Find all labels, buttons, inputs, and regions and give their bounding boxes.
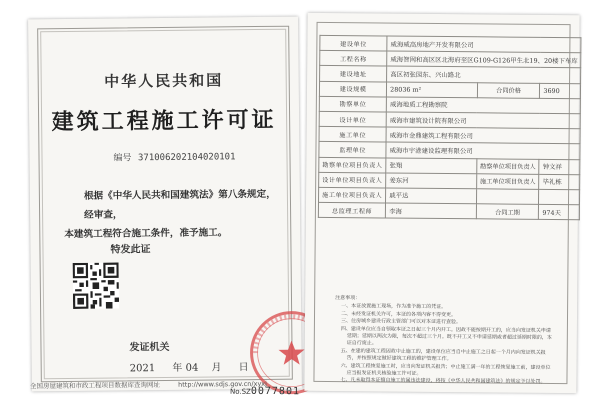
table-cell-label: 合同工期 bbox=[476, 204, 539, 220]
issued-statement: 特发此证 bbox=[110, 244, 151, 256]
serial-number-value: 0077801 bbox=[250, 385, 301, 398]
table-cell-value: 高区初张园东、兴山路北 bbox=[387, 66, 581, 83]
project-info-table bbox=[318, 35, 582, 221]
table-cell-value: 3690 bbox=[540, 83, 581, 99]
country-title: 中华人民共和国 bbox=[104, 71, 224, 91]
issue-date-day-suffix: 日 bbox=[238, 362, 249, 374]
table-cell-label: 勘察单位项目负责人 bbox=[476, 158, 539, 174]
issue-date-month-suffix: 月 bbox=[211, 362, 222, 374]
table-cell-label: 建设规模 bbox=[319, 81, 386, 97]
table-cell-label: 设计单位项目负责人 bbox=[319, 172, 386, 188]
table-cell-label: 勘察单位 bbox=[319, 96, 386, 112]
table-cell-label: 总监理工程师 bbox=[318, 202, 385, 218]
table-cell-value: 威海地质工程勘察院 bbox=[386, 97, 580, 114]
certificate-right-page bbox=[304, 13, 579, 393]
table-cell-value: 威海市宇港建设监理有限公司 bbox=[386, 142, 580, 159]
issue-date-year: 2021 bbox=[129, 363, 156, 375]
table-cell-value: 钟文祥 bbox=[539, 159, 580, 175]
permit-title: 建筑工程施工许可证 bbox=[51, 106, 277, 136]
table-cell-label: 工程名称 bbox=[320, 51, 387, 67]
table-cell-value: 28036 m² bbox=[387, 82, 478, 98]
note-item: 三、住房城乡建设行政主管部门可以对本证进行查验。 bbox=[340, 318, 462, 326]
issuing-authority-label: 发证机关 bbox=[129, 341, 170, 354]
table-cell-label: 设计单位 bbox=[319, 111, 386, 127]
certificate-left-page bbox=[28, 17, 302, 392]
table-cell-value bbox=[539, 189, 580, 205]
table-cell-value: 威海市金鼎建筑工程有限公司 bbox=[386, 127, 580, 144]
approval-notice-line: 根据《中华人民共和国建筑法》第八条规定，经审查， bbox=[83, 188, 276, 221]
table-row bbox=[318, 202, 580, 219]
certificate-number bbox=[113, 149, 235, 163]
table-cell-label: 施工单位 bbox=[319, 127, 386, 143]
certificate-number-label: 编号 bbox=[113, 153, 132, 164]
notes-title: 注意事项： bbox=[335, 295, 361, 302]
certificate-spread bbox=[30, 14, 578, 398]
table-cell-value: 毕礼栋 bbox=[539, 174, 580, 190]
table-cell-value: 戚平达 bbox=[386, 188, 477, 204]
table-cell-label bbox=[476, 189, 539, 205]
table-cell-value: 姜东河 bbox=[386, 173, 477, 189]
table-cell-label: 勘察单位项目负责人 bbox=[319, 157, 386, 173]
table-cell-value: 威海威高房地产开发有限公司 bbox=[387, 36, 581, 53]
database-footer-url: http://www.sdjs.gov.cn/xyxj bbox=[178, 379, 267, 389]
note-item: 五、在建的建筑工程因故中止施工的，建设单位应当自中止施工之日起一个月内向发证机关报告，并按照规定做好建筑工程的维护管理工作。 bbox=[340, 347, 546, 363]
table-cell-value: 威海智网和高区区北海府至区G109-G126甲生北19、20楼下车库 bbox=[387, 51, 581, 68]
table-cell-label: 建设单位 bbox=[320, 35, 387, 51]
notes-section bbox=[334, 295, 555, 387]
certificate-number-value: 371006202104020101 bbox=[137, 152, 236, 164]
table-cell-value: 张翔 bbox=[386, 158, 477, 174]
database-footer-note: 全国房屋建筑和市政工程项目数据库查询网址 bbox=[29, 380, 161, 391]
note-item: 七、凡未取得本证擅自施工的属违法建设，将按《中华人民共和国建筑法》的规定予以处罚。 bbox=[340, 377, 546, 386]
table-cell-label: 监理单位 bbox=[319, 142, 386, 158]
table-cell-label: 施工单位项目负责人 bbox=[318, 187, 385, 203]
note-item: 六、建筑工程恢复施工时，应当向发证机关报告；中止施工满一年的工程恢复施工前，建设单位应当报发证机关核验施工许可证。 bbox=[340, 362, 551, 377]
serial-number-prefix: No.SZ bbox=[229, 387, 251, 396]
table-cell-value: 威海市建筑设计院有限公司 bbox=[386, 112, 580, 129]
approval-notice bbox=[64, 185, 279, 244]
issue-date-month: 04 bbox=[185, 362, 199, 374]
issue-date-year-suffix: 年 bbox=[172, 362, 183, 374]
table-cell-value: 974天 bbox=[539, 204, 580, 220]
note-item: 一、本证放置施工现场，作为准予施工的凭证。 bbox=[341, 303, 447, 311]
qr-code-icon bbox=[73, 262, 119, 308]
table-cell-label: 施工单位项目负责人 bbox=[476, 173, 539, 189]
note-item: 二、未经发证机关许可，本证的各项内容不得变更。 bbox=[341, 310, 457, 318]
approval-notice-line: 本建筑工程符合施工条件，准予施工。 bbox=[64, 227, 228, 241]
table-cell-label: 建设地址 bbox=[320, 66, 387, 82]
note-item: 四、建设单位应当自领取本证之日起三个月内开工。因故不能按期开工的，应当向发证机关申请延期；延期以两次为限，每次不超过三个月。既不开工又不申请延期或者超过延期时限的，本证自行废止。 bbox=[340, 325, 552, 347]
table-cell-label: 合同价格 bbox=[477, 82, 540, 98]
issue-date bbox=[130, 358, 249, 374]
table-cell-value: 李海 bbox=[386, 203, 477, 219]
